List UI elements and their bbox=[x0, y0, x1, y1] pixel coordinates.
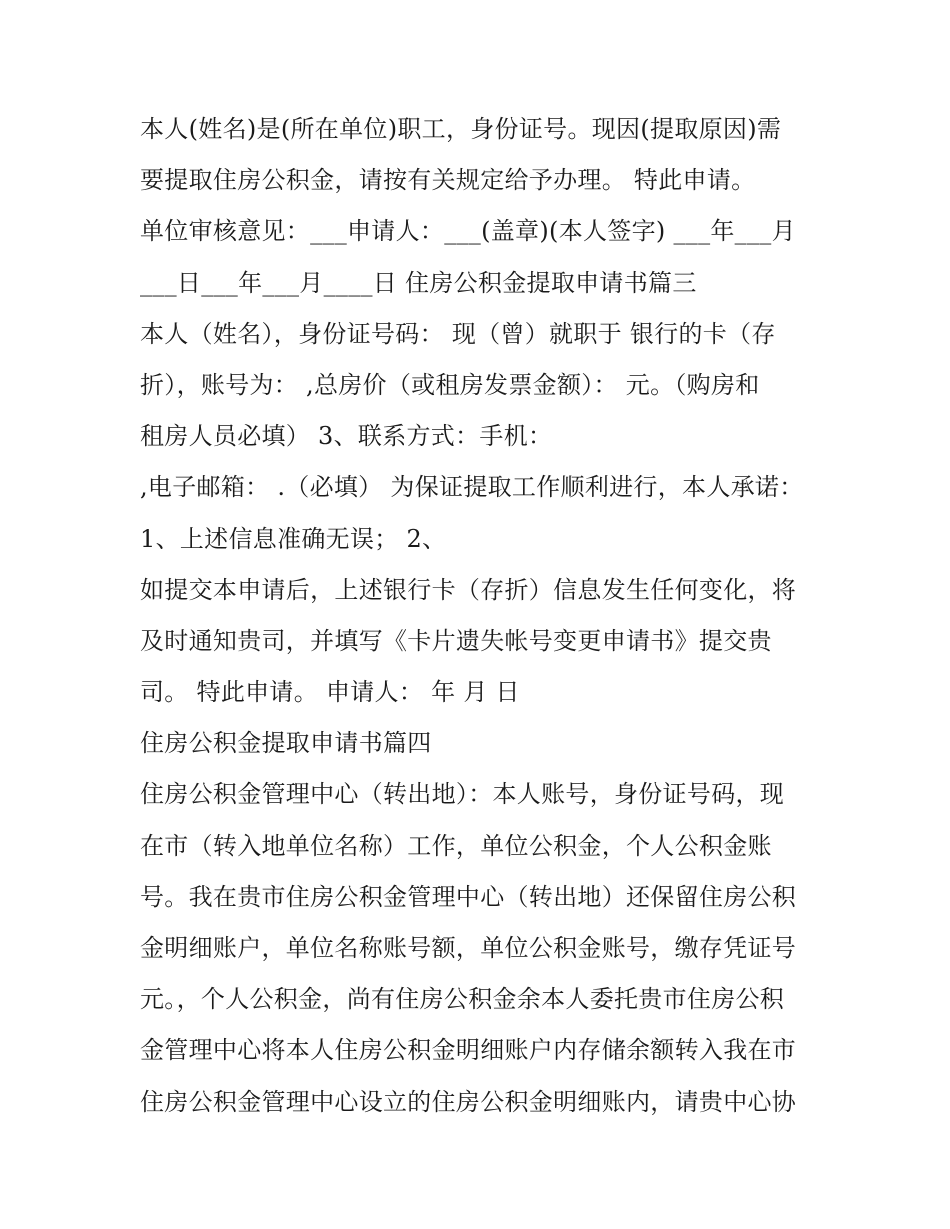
text-line: 金明细账户，单位名称账号额，单位公积金账号，缴存凭证号 bbox=[140, 934, 797, 962]
text-line: 租房人员必填） 3、联系方式：手机： bbox=[140, 422, 553, 451]
text-line: 要提取住房公积金，请按有关规定给予办理。 特此申请。 bbox=[140, 166, 756, 195]
text-line: 司。 特此申请。 申请人： 年 月 日 bbox=[140, 678, 520, 707]
text-line: 折），账号为： ,总房价（或租房发票金额）： 元。（购房和 bbox=[140, 370, 760, 399]
document-body bbox=[140, 104, 830, 1128]
text-line: ___日___年___月____日 住房公积金提取申请书篇三 bbox=[140, 268, 697, 297]
text-line: 在市（转入地单位名称）工作，单位公积金，个人公积金账 bbox=[140, 831, 772, 860]
text-line: 本人（姓名），身份证号码： 现（曾）就职于 银行的卡（存 bbox=[140, 319, 776, 348]
section-heading: 住房公积金提取申请书篇四 bbox=[140, 729, 432, 758]
text-line: ,电子邮箱： .（必填） 为保证提取工作顺利进行，本人承诺： bbox=[140, 473, 804, 502]
text-line: 元。，个人公积金，尚有住房公积金余本人委托贵市住房公积 bbox=[140, 985, 785, 1014]
text-line: 住房公积金管理中心设立的住房公积金明细账内，请贵中心协 bbox=[140, 1087, 797, 1116]
text-line: 金管理中心将本人住房公积金明细账户内存储余额转入我在市 bbox=[140, 1036, 797, 1065]
text-line: 单位审核意见：___申请人：___(盖章)(本人签字) ___年___月 bbox=[140, 217, 796, 246]
text-line: 如提交本申请后，上述银行卡（存折）信息发生任何变化，将 bbox=[140, 575, 797, 604]
text-line: 本人(姓名)是(所在单位)职工，身份证号。现因(提取原因)需 bbox=[140, 115, 782, 143]
text-line: 号。我在贵市住房公积金管理中心（转出地）还保留住房公积 bbox=[140, 882, 797, 911]
text-line: 住房公积金管理中心（转出地）：本人账号，身份证号码，现 bbox=[140, 780, 785, 809]
text-line: 1、上述信息准确无误； 2、 bbox=[140, 524, 447, 553]
text-line: 及时通知贵司，并填写《卡片遗失帐号变更申请书》提交贵 bbox=[140, 626, 772, 655]
